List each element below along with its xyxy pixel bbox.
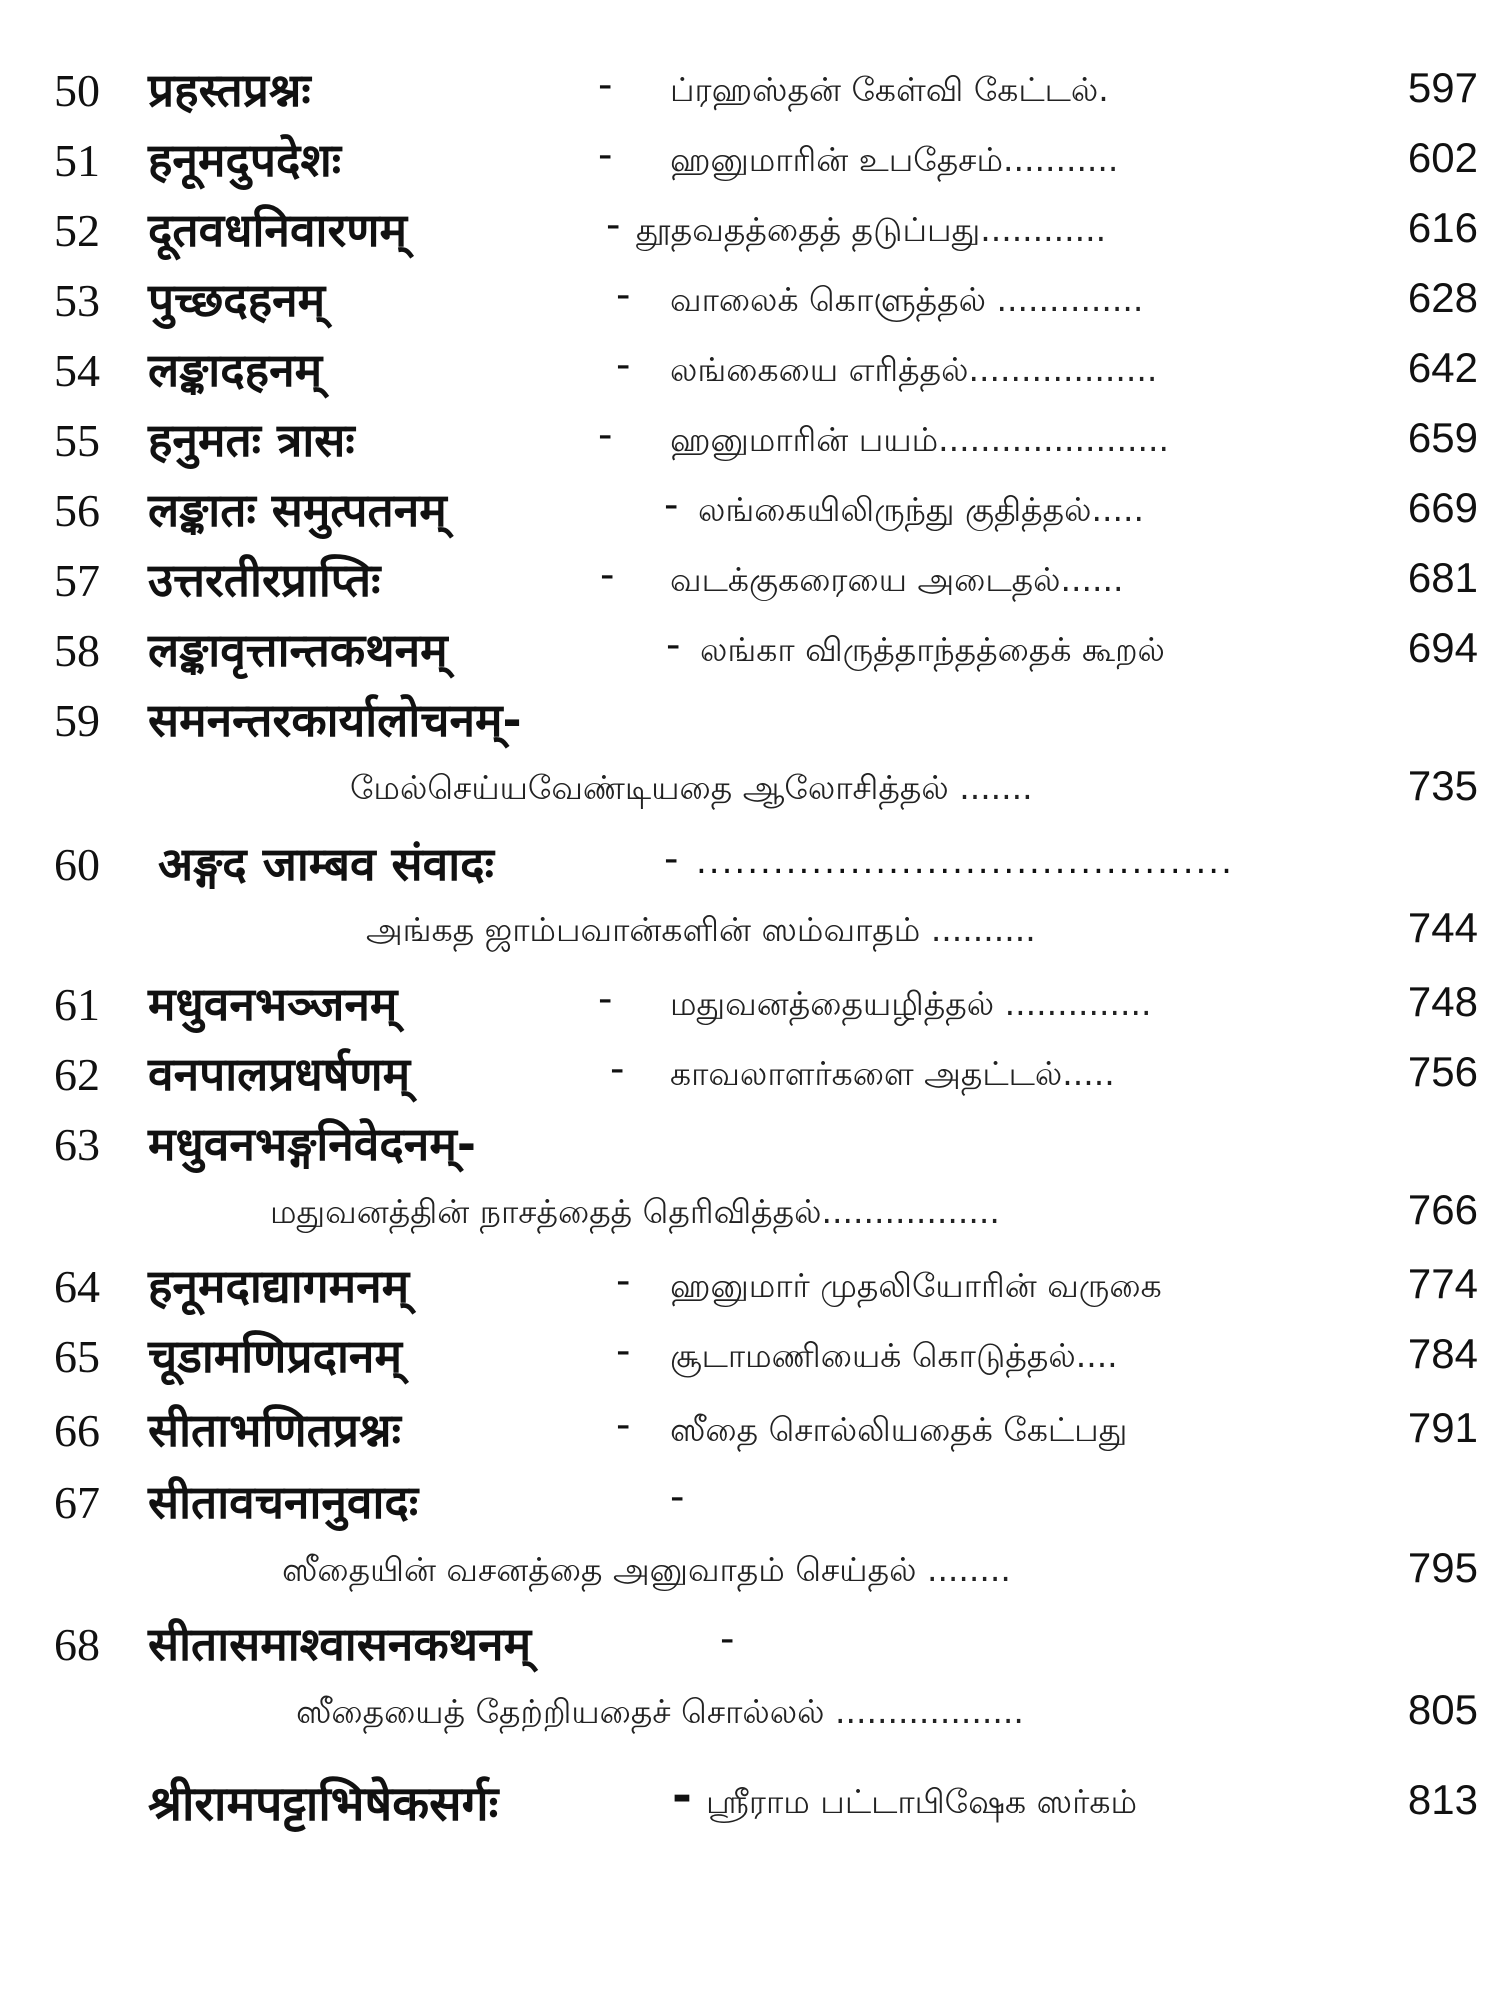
separator-dash: -: [616, 342, 631, 388]
page-number: 813: [1407, 1776, 1478, 1823]
toc-subtitle-row: [0, 1184, 1500, 1254]
chapter-number: 56: [54, 485, 100, 536]
separator-dash: -: [672, 1768, 692, 1824]
toc-entry: [0, 198, 1500, 268]
tamil-title: மதுவனத்தையழித்தல் ..............: [670, 984, 1152, 1023]
separator-dash: -: [610, 1046, 625, 1092]
toc-entry: [0, 58, 1500, 128]
tamil-title: லங்கையிலிருந்து குதித்தல்.....: [698, 490, 1144, 529]
tamil-title: ஹனுமாரின் உபதேசம்...........: [670, 140, 1119, 179]
page-number: 602: [1407, 134, 1478, 181]
separator-dash: -: [664, 836, 679, 882]
separator-dash: -: [666, 622, 681, 668]
toc-subtitle-row: [0, 1542, 1500, 1612]
toc-entry: [0, 1470, 1500, 1540]
chapter-number: 60: [54, 839, 100, 890]
sanskrit-title: उत्तरतीरप्राप्तिः: [148, 553, 381, 607]
separator-dash: -: [598, 976, 613, 1022]
toc-entry: [0, 1254, 1500, 1324]
page-number: 795: [1407, 1544, 1478, 1591]
sanskrit-title: समनन्तरकार्यालोचनम्-: [148, 693, 522, 747]
sanskrit-title: अङ्गद जाम्बव संवादः: [158, 837, 494, 891]
sanskrit-title: पुच्छदहनम्: [148, 273, 326, 327]
chapter-number: 51: [54, 135, 100, 186]
toc-entry: [0, 548, 1500, 618]
leader-dots: ..........................................: [696, 842, 1234, 882]
sanskrit-title: सीतासमाश्वासनकथनम्: [148, 1617, 532, 1671]
separator-dash: -: [616, 1402, 631, 1448]
tamil-title: ப்ரஹஸ்தன் கேள்வி கேட்டல்.: [670, 70, 1109, 109]
sanskrit-title: सीताभणितप्रश्नः: [148, 1403, 401, 1457]
page-number: 642: [1407, 344, 1478, 391]
toc-subtitle-row: [0, 902, 1500, 972]
toc-entry: [0, 1612, 1500, 1682]
toc-entry: [0, 618, 1500, 688]
chapter-number: 53: [54, 275, 100, 326]
chapter-number: 50: [54, 65, 100, 116]
toc-entry: [0, 408, 1500, 478]
toc-entry: [0, 1112, 1500, 1182]
separator-dash: -: [616, 1328, 631, 1374]
separator-dash: -: [670, 1474, 685, 1520]
chapter-number: 59: [54, 695, 100, 746]
page-number: 756: [1407, 1048, 1478, 1095]
chapter-number: 61: [54, 979, 100, 1030]
separator-dash: -: [598, 62, 613, 108]
sanskrit-title: लङ्कादहनम्: [148, 343, 323, 397]
toc-entry: [0, 1042, 1500, 1112]
page-number: 659: [1407, 414, 1478, 461]
separator-dash: -: [598, 412, 613, 458]
page-number: 774: [1407, 1260, 1478, 1307]
sanskrit-title: वनपालप्रधर्षणम्: [148, 1047, 411, 1101]
page-number: 681: [1407, 554, 1478, 601]
sanskrit-title: लङ्कातः समुत्पतनम्: [148, 483, 447, 537]
chapter-number: 68: [54, 1619, 100, 1670]
page-number: 597: [1407, 64, 1478, 111]
tamil-title: சூடாமணியைக் கொடுத்தல்....: [670, 1336, 1118, 1375]
sanskrit-title: मधुवनभङ्गनिवेदनम्-: [148, 1117, 476, 1171]
tamil-title: லங்கையை எரித்தல்..................: [670, 350, 1158, 389]
page-number: 748: [1407, 978, 1478, 1025]
page-number: 805: [1407, 1686, 1478, 1733]
chapter-number: 55: [54, 415, 100, 466]
sanskrit-title: प्रहस्तप्रश्नः: [148, 63, 311, 117]
tamil-title: லங்கா விருத்தாந்தத்தைக் கூறல்: [700, 630, 1165, 669]
page-number: 694: [1407, 624, 1478, 671]
sanskrit-title: सीतावचनानुवादः: [148, 1475, 419, 1529]
page-number: 669: [1407, 484, 1478, 531]
tamil-title: ஹனுமாரின் பயம்......................: [670, 420, 1169, 459]
page-number: 628: [1407, 274, 1478, 321]
sanskrit-title: हनूमदाद्यागमनम्: [148, 1259, 410, 1313]
chapter-number: 66: [54, 1405, 100, 1456]
tamil-title: தூதவதத்தைத் தடுப்பது............: [636, 210, 1107, 249]
page-number: 735: [1407, 762, 1478, 809]
chapter-number: 62: [54, 1049, 100, 1100]
sanskrit-title: दूतवधनिवारणम्: [148, 203, 408, 257]
chapter-number: 57: [54, 555, 100, 606]
chapter-number: 63: [54, 1119, 100, 1170]
separator-dash: -: [616, 272, 631, 318]
tamil-title: மேல்செய்யவேண்டியதை ஆலோசித்தல் .......: [350, 768, 1033, 807]
sanskrit-title: मधुवनभञ्जनम्: [148, 977, 398, 1031]
separator-dash: -: [664, 482, 679, 528]
sanskrit-title: हनुमतः त्रासः: [148, 413, 355, 467]
separator-dash: -: [606, 202, 621, 248]
page-number: 784: [1407, 1330, 1478, 1377]
toc-entry: [0, 268, 1500, 338]
chapter-number: 54: [54, 345, 100, 396]
toc-subtitle-row: [0, 1684, 1500, 1754]
separator-dash: -: [600, 552, 615, 598]
toc-entry: [0, 478, 1500, 548]
tamil-title: ஸீதையைத் தேற்றியதைச் சொல்லல் ..................: [296, 1692, 1024, 1731]
toc-entry: [0, 688, 1500, 758]
page-number: 766: [1407, 1186, 1478, 1233]
toc-entry: [0, 338, 1500, 408]
page-number: 616: [1407, 204, 1478, 251]
sanskrit-title: लङ्कावृत्तान्तकथनम्: [148, 623, 448, 677]
chapter-number: 52: [54, 205, 100, 256]
toc-entry: [0, 972, 1500, 1042]
page-number: 791: [1407, 1404, 1478, 1451]
tamil-title: ஸீதையின் வசனத்தை அனுவாதம் செய்தல் ........: [282, 1550, 1011, 1589]
toc-entry: [0, 128, 1500, 198]
chapter-number: 65: [54, 1331, 100, 1382]
sanskrit-title: श्रीरामपट्टाभिषेकसर्गः: [148, 1776, 499, 1832]
tamil-title: ஹனுமார் முதலியோரின் வருகை: [670, 1266, 1162, 1305]
toc-subtitle-row: [0, 760, 1500, 830]
separator-dash: -: [598, 132, 613, 178]
separator-dash: -: [720, 1616, 735, 1662]
toc-entry-final: [0, 1770, 1500, 1840]
toc-entry: [0, 1398, 1500, 1468]
tamil-title: ஸீதை சொல்லியதைக் கேட்பது: [670, 1410, 1128, 1449]
chapter-number: 64: [54, 1261, 100, 1312]
chapter-number: 58: [54, 625, 100, 676]
toc-entry: [0, 832, 1500, 902]
chapter-number: 67: [54, 1477, 100, 1528]
tamil-title: காவலாளர்களை அதட்டல்.....: [670, 1054, 1115, 1093]
tamil-title: மதுவனத்தின் நாசத்தைத் தெரிவித்தல்.................: [270, 1192, 1000, 1231]
sanskrit-title: चूडामणिप्रदानम्: [148, 1329, 402, 1383]
separator-dash: -: [616, 1258, 631, 1304]
toc-entry: [0, 1324, 1500, 1394]
tamil-title: வடக்குகரையை அடைதல்......: [670, 560, 1124, 599]
page-number: 744: [1407, 904, 1478, 951]
tamil-title: ஸ்ரீராம பட்டாபிஷேக ஸர்கம்: [706, 1782, 1137, 1821]
sanskrit-title: हनूमदुपदेशः: [148, 133, 342, 187]
tamil-title: அங்கத ஜாம்பவான்களின் ஸம்வாதம் ..........: [366, 910, 1036, 949]
tamil-title: வாலைக் கொளுத்தல் ..............: [670, 280, 1144, 319]
